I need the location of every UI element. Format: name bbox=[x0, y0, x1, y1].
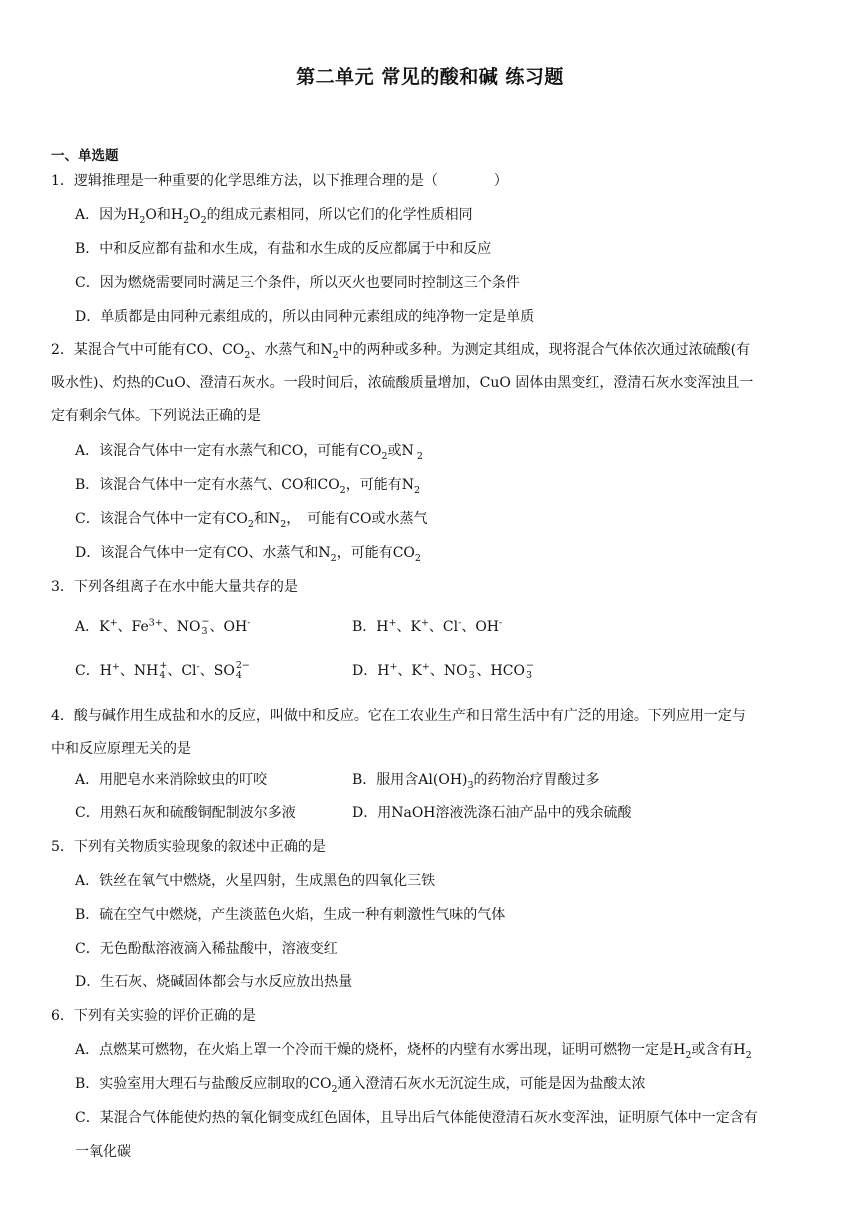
question-6-option-c-line-1[interactable]: C．某混合气体能使灼热的氧化铜变成红色固体，且导出后气体能使澄清石灰水变浑浊，证明原气体中一定含有 bbox=[75, 1110, 758, 1126]
question-5-option-d[interactable]: D．生石灰、烧碱固体都会与水反应放出热量 bbox=[75, 974, 353, 990]
question-3-option-c[interactable]: C．H+、NH + 4 、Cl-、SO 2− 4 bbox=[75, 660, 250, 681]
question-3-stem: 3．下列各组离子在水中能大量共存的是 bbox=[51, 579, 298, 595]
question-4-option-c[interactable]: C．用熟石灰和硫酸铜配制波尔多液 bbox=[75, 805, 296, 821]
question-1-option-c[interactable]: C．因为燃烧需要同时满足三个条件，所以灭火也要同时控制这三个条件 bbox=[75, 275, 520, 291]
ion-charge: − 3 bbox=[468, 660, 477, 681]
section-heading: 一、单选题 bbox=[51, 148, 119, 164]
question-5-option-a[interactable]: A．铁丝在氧气中燃烧，火星四射，生成黑色的四氧化三铁 bbox=[75, 873, 436, 889]
question-5-option-b[interactable]: B．硫在空气中燃烧，产生淡蓝色火焰，生成一种有刺激性气味的气体 bbox=[75, 907, 506, 923]
question-6-stem: 6．下列有关实验的评价正确的是 bbox=[51, 1008, 256, 1024]
question-2-option-c[interactable]: C．该混合气体中一定有$CO_2$和$N_2$， 可能有CO或水蒸气 bbox=[75, 511, 428, 530]
page-title: 第二单元 常见的酸和碱 练习题 bbox=[296, 66, 564, 88]
question-2-stem-line-1: 2．某混合气中可能有CO、$CO_2$、水蒸气和$N_2$中的两种或多种。为测定其组成，现将混合气体依次通过浓硫酸(有 bbox=[51, 342, 751, 361]
question-4-stem-line-1: 4．酸与碱作用生成盐和水的反应，叫做中和反应。它在工农业生产和日常生活中有广泛的用途。下列应用一定与 bbox=[51, 708, 746, 724]
question-1-stem: 1．逻辑推理是一种重要的化学思维方法，以下推理合理的是（ ） bbox=[51, 173, 508, 189]
question-2-option-b[interactable]: B．该混合气体中一定有水蒸气、CO和$CO_2$，可能有$N_2$ bbox=[75, 477, 421, 496]
question-4-option-b[interactable]: B．服用含$Al(OH)_3$的药物治疗胃酸过多 bbox=[352, 772, 600, 791]
question-2-option-a[interactable]: A．该混合气体中一定有水蒸气和CO，可能有$CO_2$或N $_2$ bbox=[75, 443, 423, 462]
question-2-stem-line-3: 定有剩余气体。下列说法正确的是 bbox=[51, 408, 261, 424]
ion-charge: + 4 bbox=[159, 660, 168, 681]
question-4-option-a[interactable]: A．用肥皂水来消除蚊虫的叮咬 bbox=[75, 772, 268, 788]
question-2-option-d[interactable]: D．该混合气体中一定有CO、水蒸气和$N_2$，可能有$CO_2$ bbox=[75, 545, 421, 564]
question-1-option-a[interactable]: A．因为$H_2O$和$H_2O_2$的组成元素相同，所以它们的化学性质相同 bbox=[75, 207, 473, 226]
question-1-option-d[interactable]: D．单质都是由同种元素组成的，所以由同种元素组成的纯净物一定是单质 bbox=[75, 309, 535, 325]
question-1-option-b[interactable]: B．中和反应都有盐和水生成，有盐和水生成的反应都属于中和反应 bbox=[75, 241, 492, 257]
question-3-option-b[interactable]: B．H+、K+、Cl-、OH- bbox=[352, 617, 503, 635]
question-4-option-d[interactable]: D．用NaOH溶液洗涤石油产品中的残余硫酸 bbox=[352, 805, 632, 821]
ion-charge: − 3 bbox=[525, 660, 534, 681]
question-2-stem-line-2: 吸水性)、灼热的CuO、澄清石灰水。一段时间后，浓硫酸质量增加，CuO 固体由黑变红，澄清石灰水变浑浊且一 bbox=[51, 375, 754, 391]
ion-charge: − 3 bbox=[201, 616, 210, 637]
question-5-option-c[interactable]: C．无色酚酞溶液滴入稀盐酸中，溶液变红 bbox=[75, 941, 338, 957]
ion-charge: 2− 4 bbox=[235, 660, 250, 681]
question-6-option-c-line-2[interactable]: 一氧化碳 bbox=[75, 1144, 131, 1160]
question-6-option-a[interactable]: A．点燃某可燃物，在火焰上罩一个冷而干燥的烧杯，烧杯的内壁有水雾出现，证明可燃物一定是$H_2$或含有$H_2$ bbox=[75, 1042, 752, 1061]
question-6-option-b[interactable]: B．实验室用大理石与盐酸反应制取的$CO_2$通入澄清石灰水无沉淀生成，可能是因为盐酸太浓 bbox=[75, 1076, 646, 1095]
question-3-option-a[interactable]: A．K+、$Fe^{3+}$、NO − 3 、OH- bbox=[75, 616, 251, 637]
question-4-stem-line-2: 中和反应原理无关的是 bbox=[51, 741, 191, 757]
question-5-stem: 5．下列有关物质实验现象的叙述中正确的是 bbox=[51, 839, 326, 855]
question-3-option-d[interactable]: D．H+、K+、NO − 3 、HCO − 3 bbox=[352, 660, 534, 681]
